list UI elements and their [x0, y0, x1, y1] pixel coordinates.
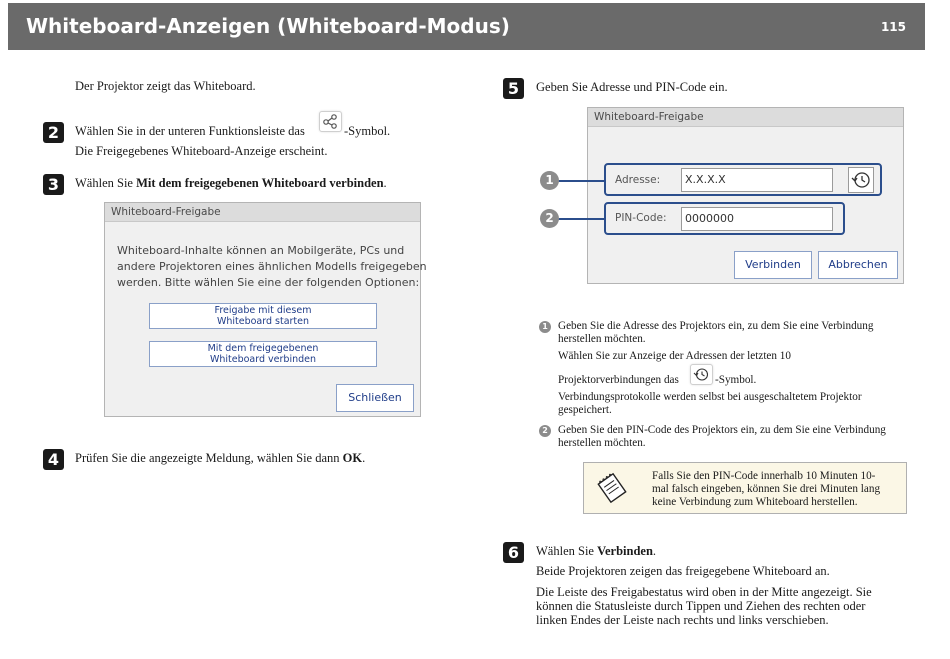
share-dialog-text-2: andere Projektoren eines ähnlichen Modells freigegeben: [117, 260, 427, 273]
step-6-text: Wählen Sie Verbinden.: [536, 544, 657, 558]
step-3-badge: 3: [43, 174, 64, 195]
bullet-1-badge: 1: [539, 321, 551, 333]
bullet-1-line6: gespeichert.: [558, 404, 612, 416]
step-2-line2: Die Freigegebenes Whiteboard-Anzeige erscheint.: [75, 144, 328, 158]
bullet-1-line4-before: Projektorverbindungen das: [558, 374, 679, 386]
bullet-1-line2: herstellen möchten.: [558, 333, 646, 345]
bullet-2-badge: 2: [539, 425, 551, 437]
start-share-button[interactable]: Freigabe mit diesem Whiteboard starten: [149, 303, 377, 329]
share-icon: [319, 111, 342, 132]
connect-button[interactable]: Verbinden: [734, 251, 812, 279]
bullet-2-line2: herstellen möchten.: [558, 437, 646, 449]
step-6-bold: Verbinden: [597, 544, 653, 558]
connect-shared-button[interactable]: Mit dem freigegebenen Whiteboard verbinden: [149, 341, 377, 367]
step-3-text: Wählen Sie Mit dem freigegebenen Whiteboard verbinden.: [75, 176, 387, 190]
bullet-2-line1: Geben Sie den PIN-Code des Projektors ein, zu dem Sie eine Verbindung: [558, 424, 886, 436]
address-input[interactable]: X.X.X.X: [681, 168, 833, 192]
step-2-badge: 2: [43, 122, 64, 143]
note-text: Falls Sie den PIN-Code innerhalb 10 Minuten 10- mal falsch eingeben, können Sie drei Minuten lang keine Verbindung zum Whiteboard herstellen.: [652, 470, 881, 508]
page-number: 115: [880, 20, 906, 34]
connect-dialog-title: Whiteboard-Freigabe: [588, 108, 903, 127]
step-5-badge: 5: [503, 78, 524, 99]
bullet-1-line1: Geben Sie die Adresse des Projektors ein, zu dem Sie eine Verbindung: [558, 320, 874, 332]
step-2-line1-before: Wählen Sie in der unteren Funktionsleiste das: [75, 124, 305, 138]
page-title: Whiteboard-Anzeigen (Whiteboard-Modus): [26, 14, 510, 38]
pin-highlight: [604, 202, 845, 235]
history-icon-inline: [690, 364, 713, 385]
share-dialog-text-1: Whiteboard-Inhalte können an Mobilgeräte, PCs und: [117, 244, 405, 257]
callout-2: 2: [540, 209, 559, 228]
step-2-line1-after: -Symbol.: [344, 124, 391, 138]
page-header: [8, 3, 925, 50]
step-4-text: Prüfen Sie die angezeigte Meldung, wählen Sie dann OK.: [75, 451, 366, 465]
bullet-1-line3: Wählen Sie zur Anzeige der Adressen der letzten 10: [558, 350, 791, 362]
step-5-text: Geben Sie Adresse und PIN-Code ein.: [536, 80, 728, 94]
note-icon: [596, 471, 628, 505]
step-6-para-3: linken Endes der Leiste nach rechts und links verschieben.: [536, 613, 829, 627]
step-3-bold: Mit dem freigegebenen Whiteboard verbinden: [136, 176, 384, 190]
callout-line-2: [558, 218, 604, 220]
pin-label: PIN-Code:: [615, 212, 667, 224]
share-dialog-text-3: werden. Bitte wählen Sie eine der folgenden Optionen:: [117, 276, 420, 289]
intro-text: Der Projektor zeigt das Whiteboard.: [75, 79, 256, 93]
share-dialog-title: Whiteboard-Freigabe: [105, 203, 420, 222]
step-4-badge: 4: [43, 449, 64, 470]
step-6-para-1: Die Leiste des Freigabestatus wird oben in der Mitte angezeigt. Sie: [536, 585, 872, 599]
step-4-bold: OK: [342, 451, 363, 465]
callout-1: 1: [540, 171, 559, 190]
address-label: Adresse:: [615, 174, 661, 186]
step-6-badge: 6: [503, 542, 524, 563]
bullet-1-line5: Verbindungsprotokolle werden selbst bei ausgeschaltetem Projektor: [558, 391, 862, 403]
address-highlight: [604, 163, 882, 196]
share-dialog: [104, 202, 427, 417]
bullet-1-line4-after: -Symbol.: [715, 374, 757, 386]
note-box: [583, 462, 907, 514]
cancel-button[interactable]: Abbrechen: [818, 251, 898, 279]
step-6-line2: Beide Projektoren zeigen das freigegebene Whiteboard an.: [536, 564, 830, 578]
step-6-para-2: können die Statusleiste durch Tippen und Ziehen des rechten oder: [536, 599, 866, 613]
callout-line-1: [558, 180, 604, 182]
pin-input[interactable]: 0000000: [681, 207, 833, 231]
close-button[interactable]: Schließen: [336, 384, 414, 412]
